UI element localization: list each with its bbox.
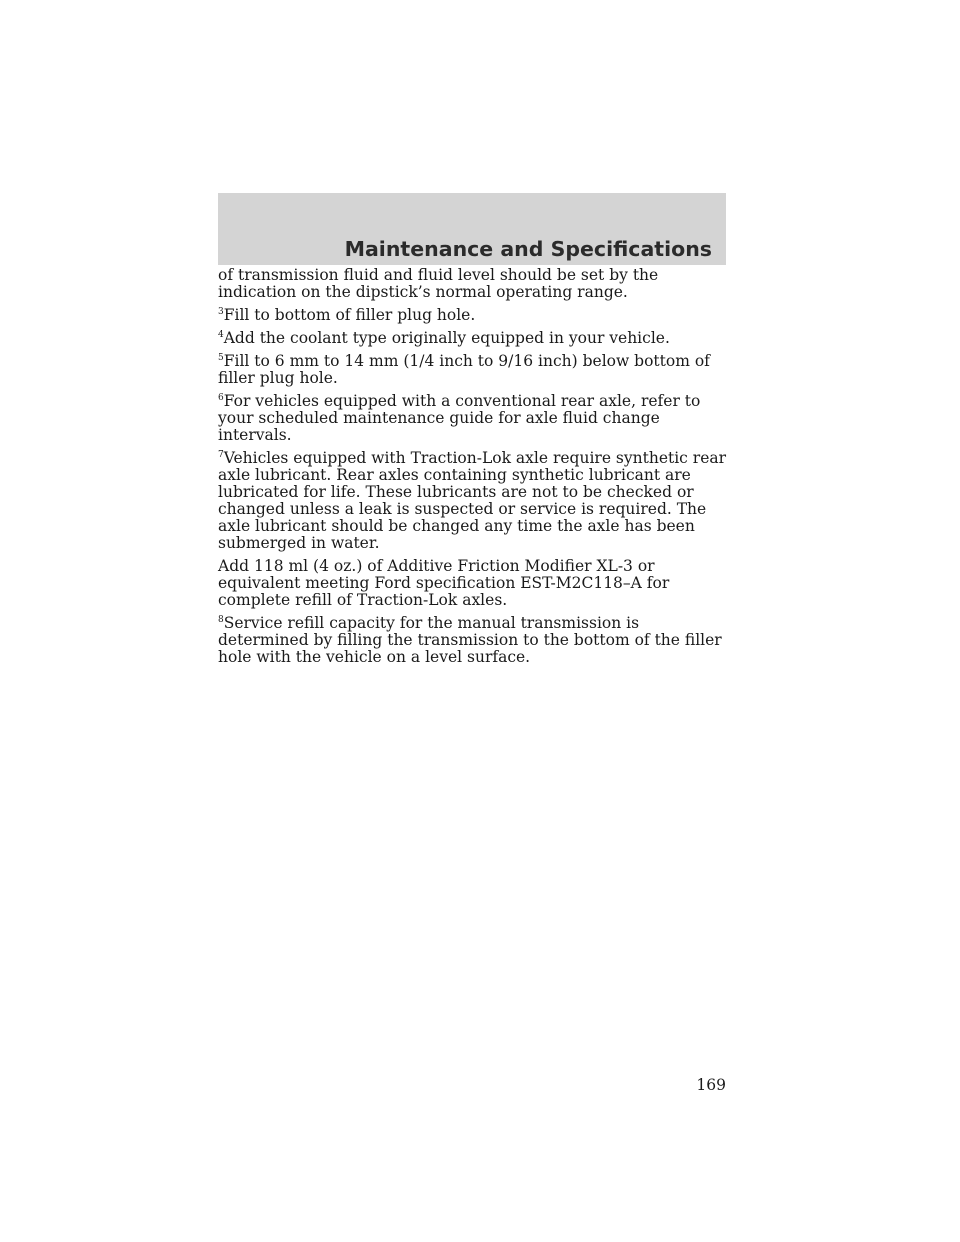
footnote-text: Service refill capacity for the manual transmission is determined by filling the transmission to the bottom of the filler hole with the vehicle on a level surface. — [218, 614, 722, 666]
footnote-marker: 5 — [218, 353, 224, 363]
paragraph — [218, 267, 728, 301]
footnote-3 — [218, 307, 728, 324]
footnote-4 — [218, 330, 728, 347]
section-header-band — [218, 193, 726, 265]
footnote-8 — [218, 615, 728, 666]
footnote-7 — [218, 450, 728, 552]
paragraph-text: of transmission fluid and fluid level should be set by the indication on the dipstick’s normal operating range. — [218, 266, 659, 301]
page-number: 169 — [696, 1076, 726, 1094]
footnote-text: For vehicles equipped with a conventional rear axle, refer to your scheduled maintenance guide for axle fluid change intervals. — [218, 392, 701, 444]
paragraph — [218, 558, 728, 609]
footnote-marker: 4 — [218, 330, 224, 340]
footnote-marker: 6 — [218, 393, 224, 403]
section-title: Maintenance and Specifications — [344, 237, 712, 261]
footnote-text: Vehicles equipped with Traction-Lok axle require synthetic rear axle lubricant. Rear axles containing synthetic lubricant are lubricated for life. These lubricants are not to be checked or changed unless a leak is suspected or service is required. The axle lubricant should be changed any time the axle has been submerged in water. — [218, 449, 727, 552]
footnote-marker: 8 — [218, 615, 224, 625]
body-text — [218, 267, 728, 672]
footnote-5 — [218, 353, 728, 387]
footnote-6 — [218, 393, 728, 444]
footnote-marker: 3 — [218, 307, 224, 317]
footnote-text: Fill to 6 mm to 14 mm (1/4 inch to 9/16 inch) below bottom of filler plug hole. — [218, 352, 710, 387]
footnote-text: Add the coolant type originally equipped in your vehicle. — [223, 329, 670, 347]
paragraph-text: Add 118 ml (4 oz.) of Additive Friction Modifier XL-3 or equivalent meeting Ford specification EST-M2C118–A for complete refill of Traction-Lok axles. — [218, 557, 670, 609]
footnote-text: Fill to bottom of filler plug hole. — [223, 306, 476, 324]
footnote-marker: 7 — [218, 450, 224, 460]
